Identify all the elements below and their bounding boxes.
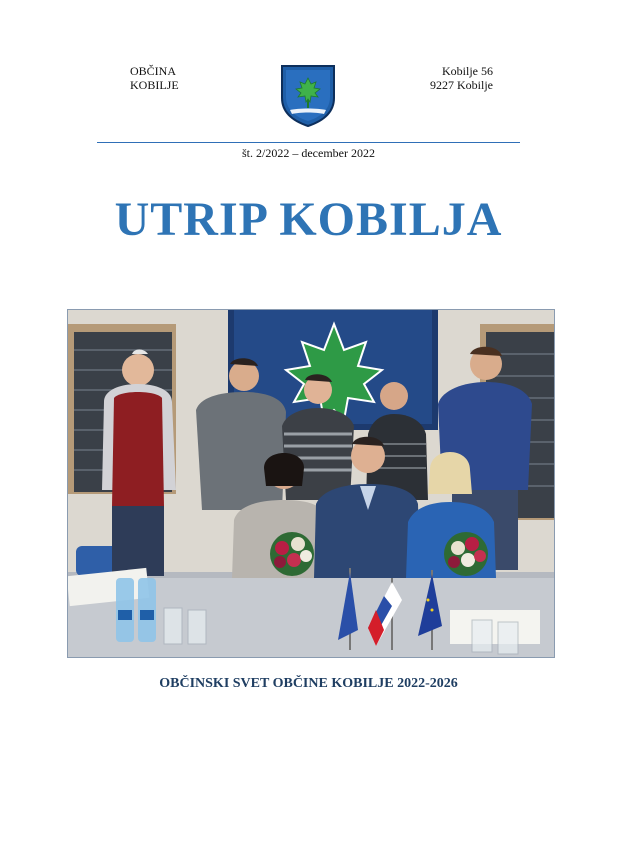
municipal-coat-of-arms-icon (280, 64, 336, 128)
address-line1: Kobilje 56 (442, 64, 493, 78)
municipality-address (430, 64, 493, 92)
cover-photo (67, 309, 555, 658)
photo-caption: OBČINSKI SVET OBČINE KOBILJE 2022-2026 (159, 676, 458, 691)
municipality-name (130, 64, 179, 92)
header-divider (97, 142, 520, 143)
magazine-title: UTRIP KOBILJA (114, 193, 503, 246)
municipality-name-line2: KOBILJE (130, 78, 179, 92)
address-line2: 9227 Kobilje (430, 78, 493, 92)
municipality-name-line1: OBČINA (130, 64, 177, 78)
issue-info: št. 2/2022 – december 2022 (242, 146, 375, 160)
